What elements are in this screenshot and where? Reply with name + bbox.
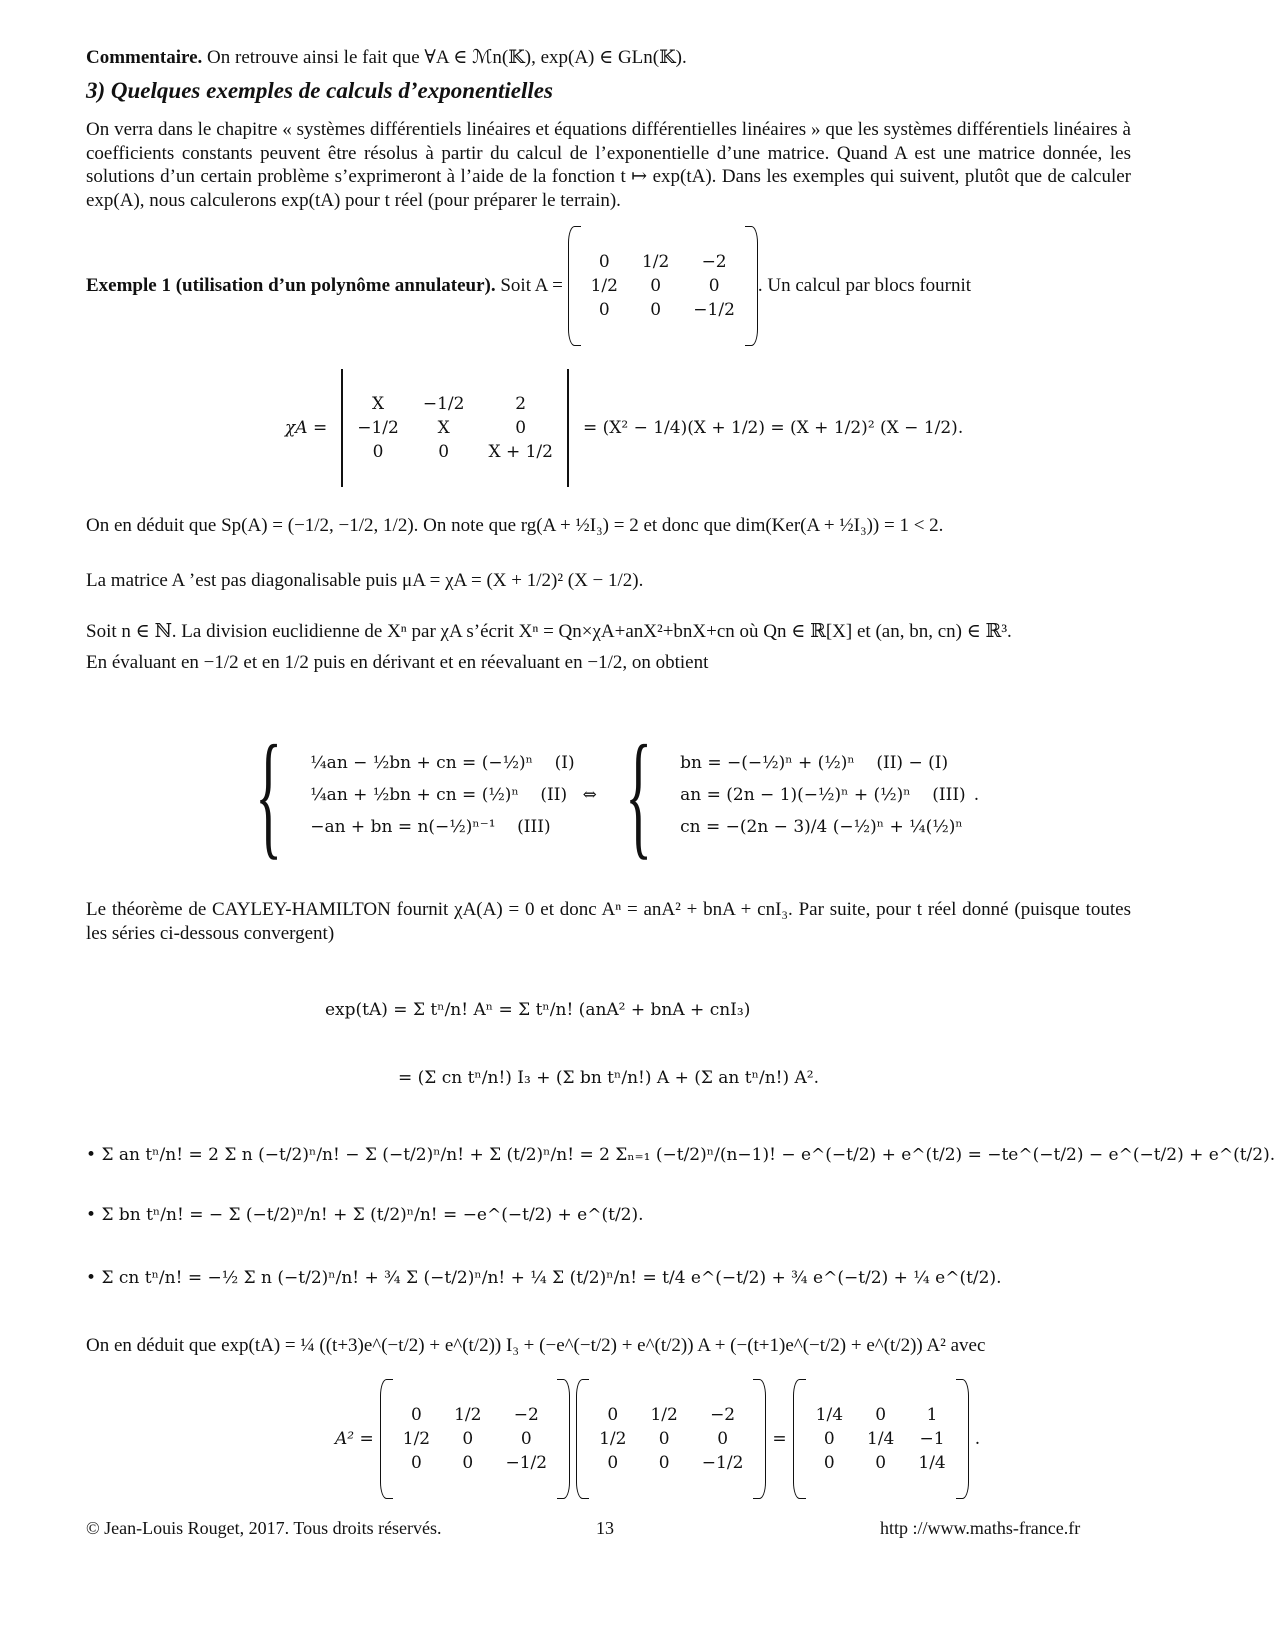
charpoly-determinant: X −1/2 2 −1/2 X 0 0 0 X + 1/2	[357, 393, 553, 462]
section-title: 3) Quelques exemples de calculs d’exponentielles	[86, 78, 553, 103]
example1-soit: Soit A =	[500, 275, 563, 296]
example1-label: Exemple 1 (utilisation d’un polynôme annulateur).	[86, 275, 496, 296]
system-left: ¼an − ½bn + cn = (−½)ⁿ (I) ¼an + ½bn + cn = (½)ⁿ (II) −an + bn = n(−½)ⁿ⁻¹ (III)	[310, 753, 575, 837]
matrix-A: 0 1/2 −2 1/2 0 0 0 0 −1/2	[568, 226, 758, 346]
charpoly-lhs: χA =	[285, 417, 328, 438]
diag-line: La matrice A ’est pas diagonalisable puis μA = χA = (X + 1/2)² (X − 1/2).	[86, 570, 644, 591]
a-squared-display: A² = 0 1/2 −2 1/2 0 0 0 0 −1/2 0 1/2 −2 1/2 0 0 0 0 −1/2 = 1/4 0 1 0 1/4 −1 0 0 1/4 .	[335, 1375, 980, 1503]
commentaire-label: Commentaire.	[86, 47, 203, 68]
division-line2: En évaluant en −1/2 et en 1/2 puis en dérivant et en réevaluant en −1/2, on obtient	[86, 652, 709, 673]
conclusion-line: On en déduit que exp(tA) = ¼ ((t+3)e^(−t/2) + e^(t/2)) I₃ + (−e^(−t/2) + e^(t/2)) A + (−(t+1)e^(−t/2) + e^(t/2)) A² avec	[86, 1335, 986, 1356]
footer-page-number: 13	[596, 1518, 614, 1538]
bullet-cn: • Σ cn tⁿ/n! = −½ Σ n (−t/2)ⁿ/n! + ¾ Σ (−t/2)ⁿ/n! + ¼ Σ (t/2)ⁿ/n! = t/4 e^(−t/2) + ¾ e^(−t/2) + ¼ e^(t/2).	[86, 1268, 1002, 1288]
intro-paragraph: On verra dans le chapitre « systèmes différentiels linéaires et équations différentielles linéaires » que les systèmes différentiels linéaires à coefficients constants peuvent être résolus à partir du calcul de l’exponentielle d’une matrice. Quand A est une matrice donnée, les solutions d’un certain problème s’exprimeront à l’aide de la fonction t ↦ exp(tA). Dans les exemples qui suivent, plutôt que de calculer exp(A), nous calculerons exp(tA) pour t réel (pour préparer le terrain).	[86, 119, 1131, 211]
exp-display-line1: exp(tA) = Σ tⁿ/n! Aⁿ = Σ tⁿ/n! (anA² + bnA + cnI₃)	[325, 1000, 751, 1020]
footer-copyright: © Jean-Louis Rouget, 2017. Tous droits réservés.	[86, 1518, 442, 1538]
system-right: bn = −(−½)ⁿ + (½)ⁿ (II) − (I) an = (2n − 1)(−½)ⁿ + (½)ⁿ (III) cn = −(2n − 3)/4 (−½)ⁿ + ¼(½)ⁿ	[680, 753, 966, 837]
cayley-paragraph: Le théorème de CAYLEY-HAMILTON fournit χA(A) = 0 et donc Aⁿ = anA² + bnA + cnI₃. Par suite, pour t réel donné (puisque toutes les séries ci-dessous convergent)	[86, 899, 1131, 944]
equiv-symbol: ⇔	[582, 785, 597, 805]
example1-line	[86, 222, 971, 350]
charpoly-display	[285, 365, 963, 490]
division-line1: Soit n ∈ ℕ. La division euclidienne de Xⁿ par χA s’écrit Xⁿ = Qn×χA+anX²+bnX+cn où Qn ∈ ℝ[X] et (an, bn, cn) ∈ ℝ³.	[86, 621, 1012, 642]
example1-after: . Un calcul par blocs fournit	[757, 275, 972, 296]
commentaire-text: On retrouve ainsi le fait que ∀A ∈ ℳn(𝕂), exp(A) ∈ GLn(𝕂).	[207, 47, 687, 68]
a-squared-m1: 0 1/2 −2 1/2 0 0 0 0 −1/2	[380, 1379, 570, 1499]
footer-url[interactable]: http ://www.maths-france.fr	[880, 1518, 1081, 1538]
spectrum-line: On en déduit que Sp(A) = (−1/2, −1/2, 1/2). On note que rg(A + ½I₃) = 2 et donc que dim(Ker(A + ½I₃)) = 1 < 2.	[86, 515, 944, 536]
charpoly-rhs: = (X² − 1/4)(X + 1/2) = (X + 1/2)² (X − 1/2).	[582, 417, 964, 438]
bullet-bn: • Σ bn tⁿ/n! = − Σ (−t/2)ⁿ/n! + Σ (t/2)ⁿ/n! = −e^(−t/2) + e^(t/2).	[86, 1205, 644, 1225]
exp-display-line2: = (Σ cn tⁿ/n!) I₃ + (Σ bn tⁿ/n!) A + (Σ an tⁿ/n!) A².	[398, 1068, 820, 1088]
commentaire-line	[86, 46, 687, 69]
a-squared-m2: 0 1/2 −2 1/2 0 0 0 0 −1/2	[576, 1379, 766, 1499]
equation-system: { ¼an − ½bn + cn = (−½)ⁿ (I) ¼an + ½bn + cn = (½)ⁿ (II) −an + bn = n(−½)ⁿ⁻¹ (III) ⇔ { bn = −(−½)ⁿ + (½)ⁿ (II) − (I) an = (2n − 1)(−½)ⁿ + (½)ⁿ (III) cn = −(2n − 3)/4 (−½)ⁿ + ¼(½)ⁿ .	[255, 717, 980, 872]
a-squared-result: 1/4 0 1 0 1/4 −1 0 0 1/4	[793, 1379, 969, 1499]
bullet-an: • Σ an tⁿ/n! = 2 Σ n (−t/2)ⁿ/n! − Σ (−t/2)ⁿ/n! + Σ (t/2)ⁿ/n! = 2 Σₙ₌₁ (−t/2)ⁿ/(n−1)! − e^(−t/2) + e^(t/2) = −te^(−t/2) − e^(−t/2) + e^(t/2).	[86, 1145, 1275, 1165]
